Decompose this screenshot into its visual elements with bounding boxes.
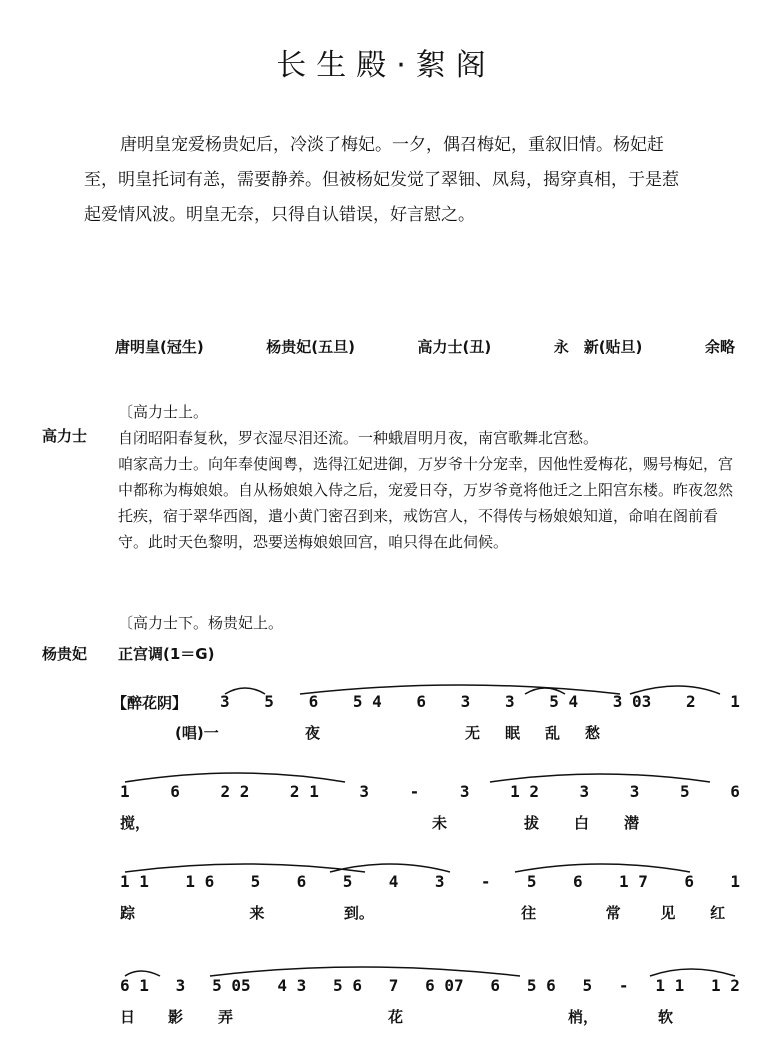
note-line [120, 782, 740, 801]
note-line [120, 976, 740, 995]
lyric: 花 [388, 1008, 404, 1026]
note: 5 6 [333, 976, 362, 995]
note: 6 [684, 872, 694, 891]
lyric: 无 [465, 724, 481, 742]
note-line [220, 692, 740, 711]
cast-member: 高力士(丑) [417, 338, 492, 356]
cast-member: 杨贵妃(五旦) [266, 338, 355, 356]
lyric: 红 [710, 904, 726, 922]
lyric: 梢， [568, 1008, 599, 1026]
lyric: 常 [605, 904, 621, 922]
speaker-label: 高力士 [42, 427, 88, 445]
lyric-line [120, 812, 740, 833]
lyric-line [175, 722, 615, 743]
note: - [409, 782, 420, 801]
page-title: 长生殿·絮阁 [276, 48, 496, 83]
lyric: 潜 [624, 814, 640, 832]
note: 6 [490, 976, 501, 995]
note: 6 [572, 872, 583, 891]
note: 5 6 [526, 976, 556, 995]
lyric: 影 [168, 1008, 184, 1026]
speech-block [118, 425, 738, 555]
note: 2 1 [289, 782, 319, 801]
note: 4 3 [277, 976, 307, 995]
synopsis-text: 唐明皇宠爱杨贵妃后，冷淡了梅妃。一夕，偶召梅妃，重叙旧情。杨妃赶至，明皇托词有恙，需要静养。但被杨妃发觉了翠钿、凤舄，揭穿真相，于是惹起爱情风波。明皇无奈，只得自认错误，好言慰之。 [84, 135, 679, 225]
note: 6 [296, 872, 307, 891]
note: 5 4 [549, 692, 579, 711]
score-row [0, 858, 772, 928]
note: 6 1 [120, 976, 149, 995]
note: 5 [582, 976, 593, 995]
verse-line: 自闭昭阳春复秋，罗衣湿尽泪还流。一种蛾眉明月夜，南宫歌舞北宫愁。 [118, 429, 599, 447]
cast-member: 唐明皇(冠生) [115, 338, 204, 356]
key-signature: 正宫调(1＝G) [118, 645, 215, 663]
lyric: 拔 [524, 814, 540, 832]
note: 1 2 [710, 976, 740, 995]
stage-direction: 〔高力士下。杨贵妃上。 [118, 614, 284, 632]
tune-name: 【醉花阴】 [112, 694, 188, 712]
note: 1 1 [120, 872, 149, 891]
note: 6 [170, 782, 180, 801]
cast-member: 余略 [704, 338, 735, 356]
note: 1 6 [185, 872, 215, 891]
note: 1 1 [655, 976, 685, 995]
note: 1 [120, 782, 130, 801]
lyric-line [120, 1006, 740, 1027]
note: - [618, 976, 629, 995]
note: 1 7 [619, 872, 648, 891]
lyric: 未 [432, 814, 448, 832]
note: 3 [434, 872, 445, 891]
note: 3 03 [612, 692, 652, 711]
note: 6 [730, 782, 740, 801]
note: 5 [250, 872, 261, 891]
score-row [0, 678, 772, 748]
lyric: 白 [574, 814, 590, 832]
lyric: 眠 [505, 724, 521, 742]
note: 3 [504, 692, 515, 711]
note: 4 [388, 872, 399, 891]
note: 1 [730, 872, 740, 891]
note: - [480, 872, 491, 891]
note: 1 2 [510, 782, 539, 801]
note: 1 [730, 692, 740, 711]
lyric: 软 [658, 1008, 674, 1026]
lyric-line [120, 902, 740, 923]
cast-member: 永 新(贴旦) [553, 338, 643, 356]
note: 3 [629, 782, 640, 801]
lyric: 见 [660, 904, 676, 922]
lyric: 弄 [218, 1008, 234, 1026]
lyric: 乱 [545, 724, 561, 742]
score-row [0, 962, 772, 1032]
lyric: 来 [249, 904, 265, 922]
note-line [120, 872, 740, 891]
note: 6 [308, 692, 319, 711]
note: 3 [175, 976, 186, 995]
note: 3 [460, 692, 471, 711]
note: 7 [388, 976, 399, 995]
lyric: 搅， [120, 814, 151, 832]
cast-list [115, 336, 735, 357]
note: 5 05 [212, 976, 251, 995]
lyric: 往 [521, 904, 537, 922]
lyric: 踪 [120, 904, 136, 922]
lyric: 到。 [343, 904, 374, 922]
lyric: 愁 [585, 724, 601, 742]
note: 3 [359, 782, 370, 801]
note: 5 [526, 872, 537, 891]
note: 6 [416, 692, 427, 711]
stage-direction: 〔高力士上。 [118, 403, 209, 421]
note: 5 [679, 782, 690, 801]
note: 6 07 [425, 976, 464, 995]
note: 5 [264, 692, 274, 711]
synopsis [84, 128, 694, 233]
lyric: 夜 [305, 724, 321, 742]
note: 3 [459, 782, 470, 801]
note: 2 [685, 692, 696, 711]
lyric: (唱)一 [175, 724, 219, 742]
prose-speech: 咱家高力士。向年奉使闽粤，选得江妃进御，万岁爷十分宠幸，因他性爱梅花，赐号梅妃，宫中都称为梅娘娘。自从杨娘娘入侍之后，宠爱日夺，万岁爷竟将他迁之上阳宫东楼。昨夜忽然托疾，宿于翠华西阁，遣小黄门密召到来，戒饬宫人，不得传与杨娘娘知道，命咱在阁前看守。此时天色黎明，恐要送梅娘娘回宫，咱只得在此伺候。 [118, 455, 734, 551]
lyric: 日 [120, 1008, 136, 1026]
note: 5 [342, 872, 353, 891]
speaker-label: 杨贵妃 [42, 645, 88, 663]
note: 2 2 [220, 782, 250, 801]
score-row [0, 768, 772, 838]
note: 3 [579, 782, 590, 801]
note: 5 4 [352, 692, 382, 711]
note: 3 [220, 692, 230, 711]
